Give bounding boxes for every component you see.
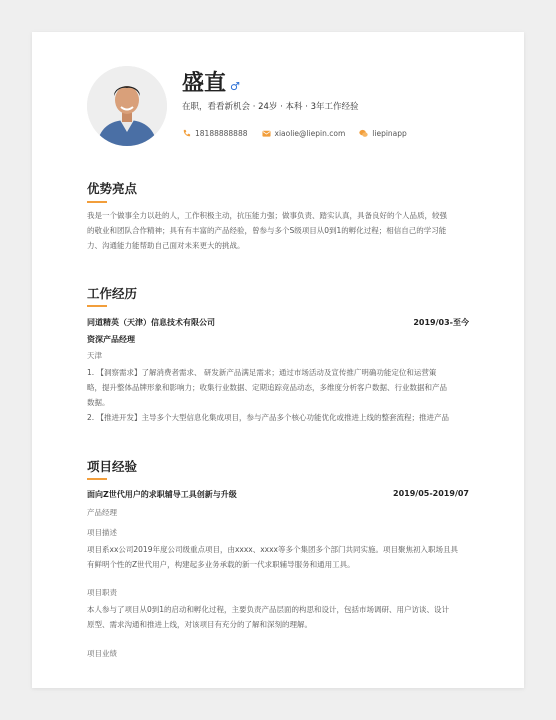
text-line: 原型、需求沟通和推进上线，对该项目有充分的了解和深刻的理解。: [87, 620, 312, 629]
work-date: 2019/03-至今: [413, 318, 469, 327]
section-title-work: 工作经历: [87, 286, 138, 301]
project-description: [87, 542, 470, 572]
section-title-projects: 项目经验: [87, 459, 138, 474]
text-line: 的敬业和团队合作精神；具有有丰富的产品经验，曾参与多个S级项目从0到1的孵化过程；相信自己的学习能: [87, 226, 447, 235]
contact-phone[interactable]: [182, 129, 248, 138]
email-address: xiaolie@liepin.com: [274, 129, 346, 138]
resume-page: [32, 32, 524, 688]
advantages-text: [87, 208, 470, 253]
project-duty-label: 项目职责: [87, 588, 117, 597]
text-line: 力、沟通能力能帮助自己面对未来更大的挑战。: [87, 241, 245, 250]
text-line: 我是一个做事全力以赴的人，工作积极主动，抗压能力强；做事负责、踏实认真，具备良好的个人品质，较强: [87, 211, 447, 220]
phone-number: 18188888888: [195, 129, 248, 138]
section-underline: [87, 305, 107, 307]
text-line: 1. 【洞察需求】了解消费者需求、 研发新产品满足需求；通过市场活动及宣传推广明确功能定位和运营策: [87, 368, 437, 377]
avatar: [87, 66, 167, 146]
candidate-summary: 在职，看看新机会 · 24岁 · 本科 · 3年工作经验: [182, 102, 359, 112]
avatar-photo-icon: [87, 66, 167, 146]
project-name: 面向Z世代用户的求职辅导工具创新与升级: [87, 490, 237, 499]
section-title-advantages: 优势亮点: [87, 181, 138, 196]
project-duties: [87, 602, 470, 632]
text-line: 略，提升整体品牌形象和影响力；收集行业数据、定期追踪竞品动态，多维度分析客户数据、行业数据和产品: [87, 383, 447, 392]
work-description: [87, 365, 470, 425]
project-desc-label: 项目描述: [87, 528, 117, 537]
text-line: 有鲜明个性的Z世代用户，构建起多业务承载的新一代求职辅导服务和通用工具。: [87, 560, 355, 569]
work-city: 天津: [87, 351, 102, 360]
wechat-id: liepinapp: [372, 129, 407, 138]
company-name: 同道精英（天津）信息技术有限公司: [87, 318, 215, 327]
candidate-name: 盛直: [182, 71, 227, 96]
chat-icon: [359, 129, 368, 138]
phone-icon: [182, 129, 191, 138]
job-position: 资深产品经理: [87, 335, 135, 344]
text-line: 项目系xx公司2019年度公司级重点项目，由xxxx、xxxx等多个集团多个部门共同实施。项目聚焦初入职场且具: [87, 545, 458, 554]
section-underline: [87, 201, 107, 203]
contact-list: [182, 129, 407, 138]
project-result-label: 项目业绩: [87, 649, 117, 658]
mail-icon: [262, 129, 271, 138]
contact-wechat[interactable]: [359, 129, 407, 138]
text-line: 数据。: [87, 398, 110, 407]
text-line: 2. 【推进开发】主导多个大型信息化集成项目，参与产品多个核心功能优化或推进上线的整套流程；推进产品: [87, 413, 450, 422]
section-underline: [87, 478, 107, 480]
project-role: 产品经理: [87, 508, 117, 517]
project-date: 2019/05-2019/07: [393, 489, 469, 498]
male-icon: ♂: [230, 80, 240, 93]
contact-email[interactable]: [262, 129, 346, 138]
text-line: 本人参与了项目从0到1的启动和孵化过程，主要负责产品层面的构思和设计，包括市场调研、用户访谈、设计: [87, 605, 450, 614]
